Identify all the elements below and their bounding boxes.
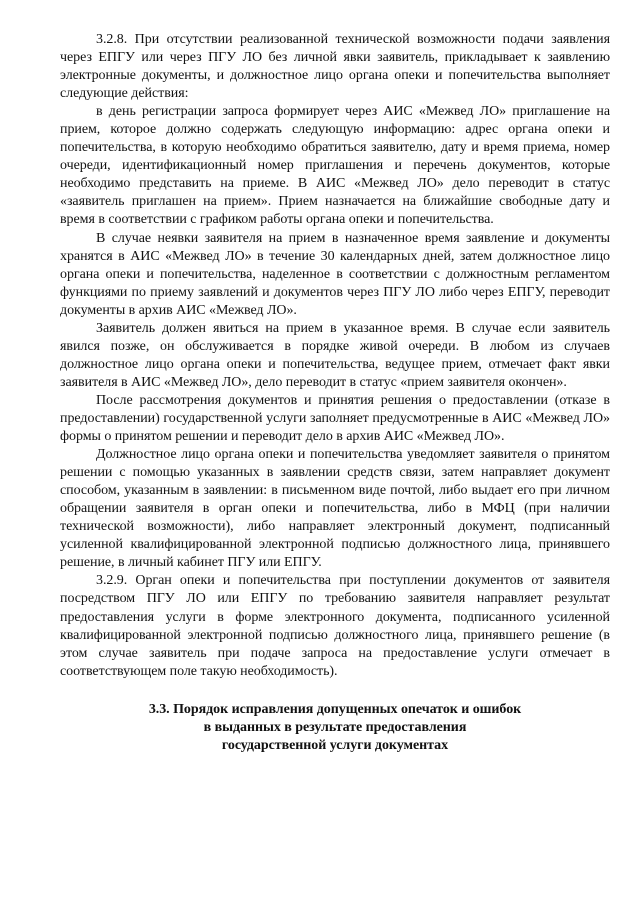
paragraph-after-review: После рассмотрения документов и принятия решения о предоставлении (отказе в предоставлении) государственной услуги заполняет предусмотренные в АИС «Межвед ЛО» формы о принятом решении и переводит дело в архив АИС «Межвед ЛО». [60,392,610,445]
section-heading-3-3 [60,701,610,755]
heading-line: государственной услуги документах [221,737,449,753]
paragraph-3-2-9: 3.2.9. Орган опеки и попечительства при поступлении документов от заявителя посредством ПГУ ЛО или ЕПГУ по требованию заявителя направляет результат предоставления услуги в форме электронного документа, подписанного усиленной квалифицированной электронной подписью должностного лица, принявшего решение (в этом случае заявитель при подаче запроса на предоставление услуги отмечает в соответствующем поле такую необходимость). [60,573,610,679]
paragraph-no-show: В случае неявки заявителя на прием в назначенное время заявление и документы хранятся в АИС «Межвед ЛО» в течение 30 календарных дней, затем должностное лицо органа опеки и попечительства, наделенное в соответствии с должностным регламентом функциями по приему заявлений и документов через ПГУ ЛО либо через ЕПГУ, переводит документы в архив АИС «Межвед ЛО». [60,230,610,318]
paragraph-notification: Должностное лицо органа опеки и попечительства уведомляет заявителя о принятом решении с помощью указанных в заявлении средств связи, затем направляет документ способом, указанным в заявлении: в письменном виде почтой, либо выдает его при личном обращении заявителя в орган опеки и попечительства, либо в МФЦ (при наличии технической возможности), либо направляет электронный документ, подписанный усиленной квалифицированной электронной подписью должностного лица, принявшего решение, в личный кабинет ПГУ или ЕПГУ. [60,447,610,571]
paragraph-appearance: Заявитель должен явиться на прием в указанное время. В случае если заявитель явился позже, он обслуживается в порядке живой очереди. В любом из случаев должностное лицо органа опеки и попечительства, ведущее прием, отмечает факт явки заявителя в АИС «Межвед ЛО», дело переводит в статус «прием заявителя окончен». [60,320,610,390]
document-page [60,31,610,755]
heading-line: 3.3. Порядок исправления допущенных опечаток и ошибок [148,701,522,717]
paragraph-3-2-8: 3.2.8. При отсутствии реализованной технической возможности подачи заявления через ЕПГУ или через ПГУ ЛО без личной явки заявитель, прикладывает к заявлению электронные документы, и должностное лицо органа опеки и попечительства выполняет следующие действия: [60,32,610,102]
heading-line: в выданных в результате предоставления [203,719,467,735]
paragraph-registration-day: в день регистрации запроса формирует через АИС «Межвед ЛО» приглашение на прием, которое должно содержать следующую информацию: адрес органа опеки и попечительства, в которую необходимо обратиться заявителю, дату и время приема, номер очереди, идентификационный номер приглашения и перечень документов, которые необходимо представить на приеме. В АИС «Межвед ЛО» дело переводит в статус «заявитель приглашен на прием». Прием назначается на ближайшие свободные дату и время в соответствии с графиком работы органа опеки и попечительства. [60,104,610,228]
